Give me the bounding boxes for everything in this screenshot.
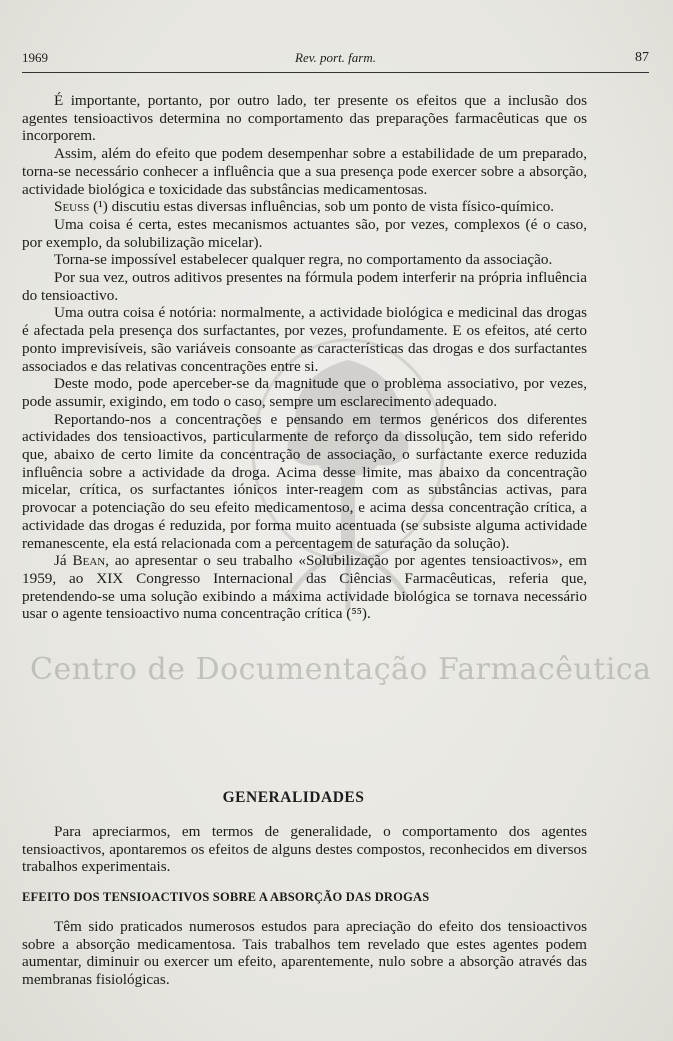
paragraph: Deste modo, pode aperceber-se da magnitude que o problema associativo, por vezes, pode assumir, exigindo, em todo o caso, sempre um esclarecimento adequado. (22, 375, 587, 410)
paragraph: Por sua vez, outros aditivos presentes na fórmula podem interferir na própria influência do tensioactivo. (22, 269, 587, 304)
paragraph-text: discutiu estas diversas influências, sob um ponto de vista físico-químico. (107, 198, 555, 216)
paragraph: Têm sido praticados numerosos estudos para apreciação do efeito dos tensioactivos sobre a absorção medicamentosa. Tais trabalhos tem revelado que estes agentes podem aumentar, diminuir ou exercer um efeito, aparentemente, nulo sobre a absorção através das membranas fisiológicas. (22, 918, 587, 989)
article-body (22, 92, 587, 623)
paragraph: É importante, portanto, por outro lado, ter presente os efeitos que a inclusão dos agentes tensioactivos determina no comportamento das preparações farmacêuticas que os incorporem. (22, 92, 587, 145)
watermark-text: Centro de Documentação Farmacêutica (30, 652, 652, 687)
author-name: Seuss (54, 198, 90, 216)
header-year: 1969 (22, 50, 48, 65)
paragraph: Torna-se impossível estabelecer qualquer regra, no comportamento da associação. (54, 251, 553, 269)
paragraph-text: , ao apresentar o seu trabalho «Solubilização por agentes tensioactivos», em 1959, ao XIX Congresso Internacional das Ciências Farmacêuticas, referia que, pretendendo-se uma solução exibindo a máxima actividade biológica se tornava necessário usar o agente tensioactivo numa concentração crítica (⁵⁵). (22, 552, 587, 623)
paragraph-bean (22, 552, 587, 623)
paragraph: Uma coisa é certa, estes mecanismos actuantes são, por vezes, complexos (é o caso, por exemplo, da solubilização micelar). (22, 215, 587, 251)
footnote-ref: (¹) (93, 198, 108, 216)
running-header (22, 50, 649, 72)
author-name: Bean (72, 552, 106, 570)
page-number: 87 (635, 50, 649, 65)
header-journal: Rev. port. farm. (295, 50, 376, 65)
absorcao-section (22, 918, 587, 989)
subsection-heading: EFEITO DOS TENSIOACTIVOS SOBRE A ABSORÇÃO DAS DROGAS (22, 890, 430, 904)
generalidades-section (22, 823, 587, 876)
section-heading: GENERALIDADES (222, 789, 365, 806)
paragraph-seuss (22, 198, 587, 216)
paragraph: Reportando-nos a concentrações e pensando em termos genéricos dos diferentes actividades dos tensioactivos, particularmente de reforço da dissolução, tem sido referido que, abaixo de certo limite da concentração de associação, o surfactante exerce reduzida influência sobre a actividade da droga. Acima desse limite, mas abaixo da concentração micelar, crítica, os surfactantes iónicos inter-reagem com as substâncias activas, para provocar a potenciação do seu efeito medicamentoso, e acima dessa concentração crítica, a actividade das drogas é reduzida, por forma muito acentuada (se subsiste alguma actividade remanescente, ela está relacionada com a percentagem de saturação da solução). (22, 410, 587, 552)
paragraph: Uma outra coisa é notória: normalmente, a actividade biológica e medicinal das drogas é afectada pela presença dos surfactantes, por vezes, profundamente. E os efeitos, até certo ponto imprevisíveis, são variáveis consoante as características das drogas e dos surfactantes associados e das relativas concentrações entre si. (22, 304, 587, 375)
paragraph: Para apreciarmos, em termos de generalidade, o comportamento dos agentes tensioactivos, apontaremos os efeitos de alguns destes compostos, reconhecidos em diversos trabalhos experimentais. (22, 823, 587, 876)
paragraph: Assim, além do efeito que podem desempenhar sobre a estabilidade de um preparado, torna-se necessário conhecer a influência que a sua presença pode exercer sobre a absorção, actividade biológica e toxicidade das substâncias medicamentosas. (22, 145, 587, 198)
paragraph-lead: Já (54, 552, 73, 570)
header-rule (22, 72, 649, 73)
